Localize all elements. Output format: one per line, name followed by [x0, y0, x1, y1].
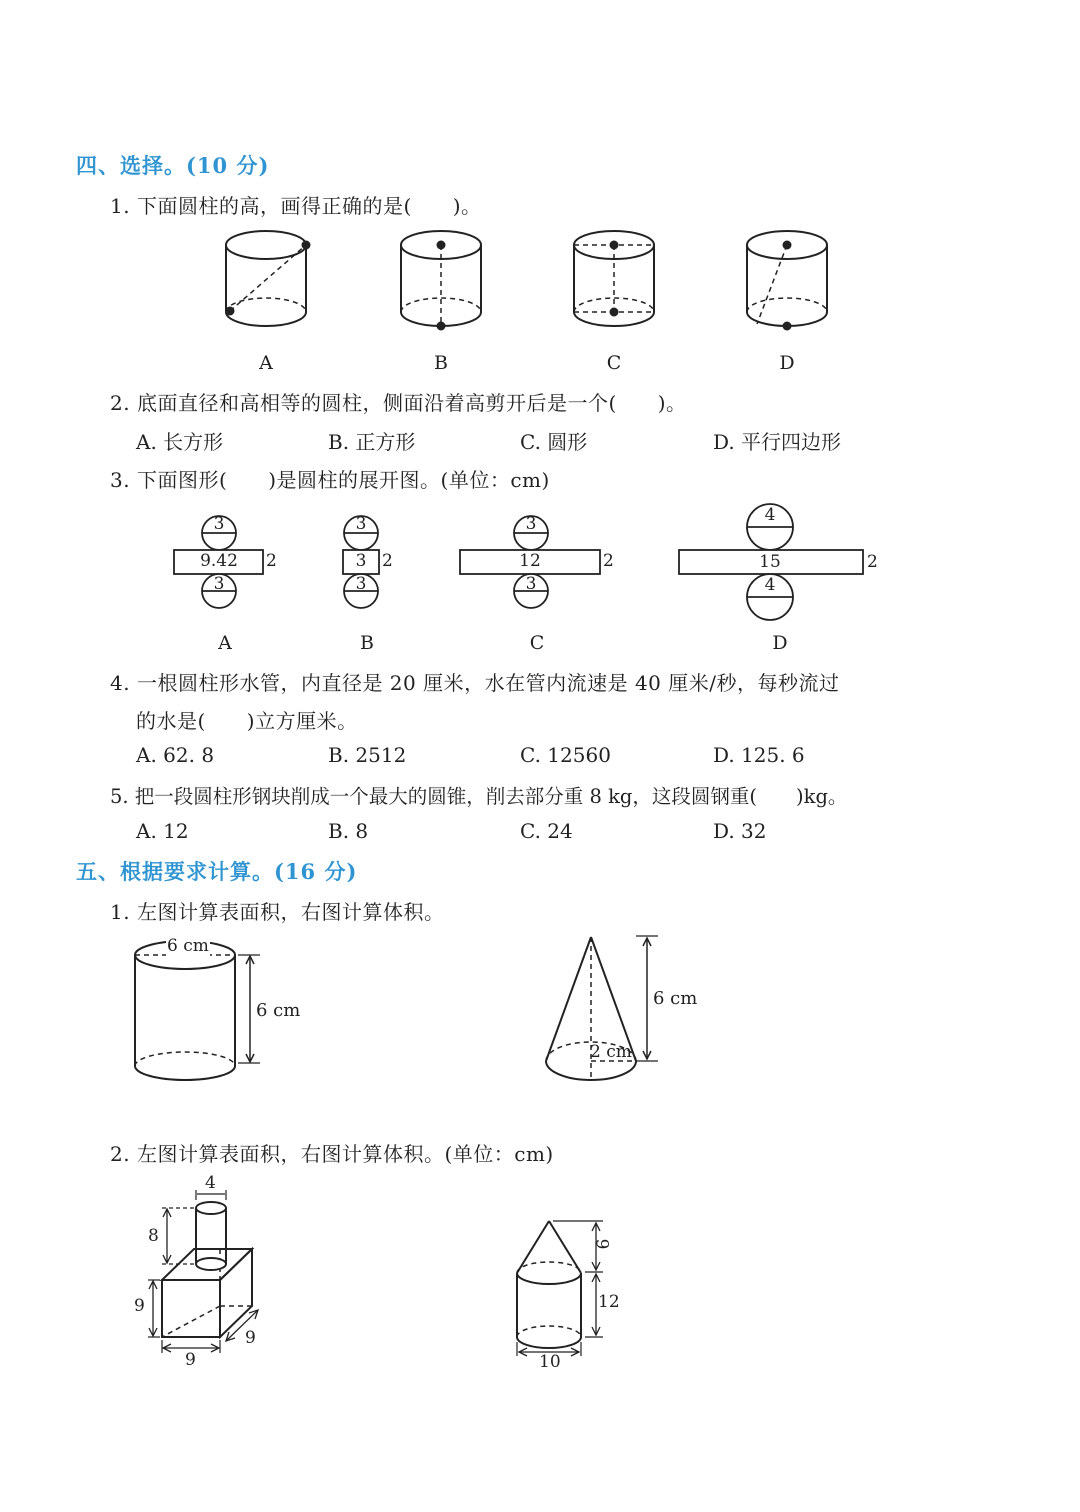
s5-q2-cyl2-diameter-label: 10	[539, 1352, 561, 1372]
net-a-bottom-diameter: 3	[213, 574, 225, 594]
s5-q2-cube-depth-label: 9	[245, 1328, 256, 1348]
s5-cylinder-diameter-label: 6 cm	[167, 936, 209, 956]
q5-option-b[interactable]: B. 8	[328, 819, 369, 843]
s5-question-2-text: 2. 左图计算表面积，右图计算体积。(单位：cm)	[110, 1142, 554, 1166]
s5-q2-cone-height-label: 9	[591, 1238, 612, 1250]
net-a-rect-height: 2	[266, 551, 277, 571]
s5-cube-cylinder-figure	[148, 1190, 258, 1353]
question-3-text: 3. 下面图形( )是圆柱的展开图。(单位：cm)	[110, 468, 550, 492]
s5-q2-cyl-height-label: 8	[148, 1226, 159, 1246]
q3-label-c: C	[529, 632, 545, 654]
q5-option-a[interactable]: A. 12	[136, 819, 189, 843]
s5-cone-radius-label: 2 cm	[590, 1042, 632, 1062]
question-1-text: 1. 下面圆柱的高，画得正确的是( )。	[110, 194, 482, 218]
question-2-text: 2. 底面直径和高相等的圆柱，侧面沿着高剪开后是一个( )。	[110, 391, 687, 415]
q1-label-a: A	[259, 352, 273, 374]
question-5-text: 5. 把一段圆柱形钢块削成一个最大的圆锥，削去部分重 8 kg，这段圆钢重( )kg。	[110, 785, 848, 808]
net-d-rect-length: 15	[759, 552, 781, 572]
q4-option-a[interactable]: A. 62. 8	[136, 743, 215, 767]
q3-label-a: A	[218, 632, 232, 654]
q2-option-c[interactable]: C. 圆形	[520, 430, 588, 454]
net-c-bottom-diameter: 3	[525, 574, 537, 594]
q2-option-b[interactable]: B. 正方形	[328, 430, 416, 454]
q5-option-d[interactable]: D. 32	[713, 819, 767, 843]
s5-cone-height-label: 6 cm	[653, 988, 698, 1009]
q5-option-c[interactable]: C. 24	[520, 819, 573, 843]
section-4-title: 四、选择。(10 分)	[76, 153, 270, 178]
q4-option-b[interactable]: B. 2512	[328, 743, 407, 767]
net-d-bottom-diameter: 4	[764, 575, 776, 595]
q1-label-b: B	[434, 352, 448, 374]
q4-option-c[interactable]: C. 12560	[520, 743, 611, 767]
net-b-rect-height: 2	[382, 551, 393, 571]
q2-option-d[interactable]: D. 平行四边形	[713, 430, 842, 454]
q2-option-a[interactable]: A. 长方形	[136, 430, 224, 454]
section-5-title: 五、根据要求计算。(16 分)	[76, 859, 358, 884]
net-c-rect-height: 2	[603, 551, 614, 571]
net-b-bottom-diameter: 3	[355, 574, 367, 594]
s5-question-1-text: 1. 左图计算表面积，右图计算体积。	[110, 900, 445, 924]
q4-option-d[interactable]: D. 125. 6	[713, 743, 805, 767]
net-a-top-diameter: 3	[213, 514, 225, 534]
net-b-top-diameter: 3	[355, 514, 367, 534]
net-a-rect-length: 9.42	[200, 551, 238, 571]
question-4-text-line-1: 4. 一根圆柱形水管，内直径是 20 厘米，水在管内流速是 40 厘米/秒，每秒流过	[110, 671, 840, 695]
net-d-rect-height: 2	[867, 552, 878, 572]
q1-label-d: D	[779, 352, 795, 374]
s5-cone-cylinder-figure	[517, 1221, 603, 1356]
q3-label-b: B	[360, 632, 374, 654]
net-c-top-diameter: 3	[525, 514, 537, 534]
net-b-rect-length: 3	[355, 551, 367, 571]
s5-cylinder-height-label: 6 cm	[256, 1000, 301, 1021]
s5-q2-cube-height-label: 9	[134, 1296, 145, 1316]
s5-q2-cyl2-height-label: 12	[598, 1292, 620, 1312]
s5-q2-cube-width-label: 9	[185, 1350, 196, 1370]
net-d-top-diameter: 4	[764, 505, 776, 525]
q3-label-d: D	[772, 632, 788, 654]
question-4-text-line-2: 的水是( )立方厘米。	[136, 709, 358, 733]
s5-q2-cyl-diameter-label: 4	[205, 1173, 216, 1193]
q1-label-c: C	[606, 352, 622, 374]
net-c-rect-length: 12	[519, 551, 541, 571]
